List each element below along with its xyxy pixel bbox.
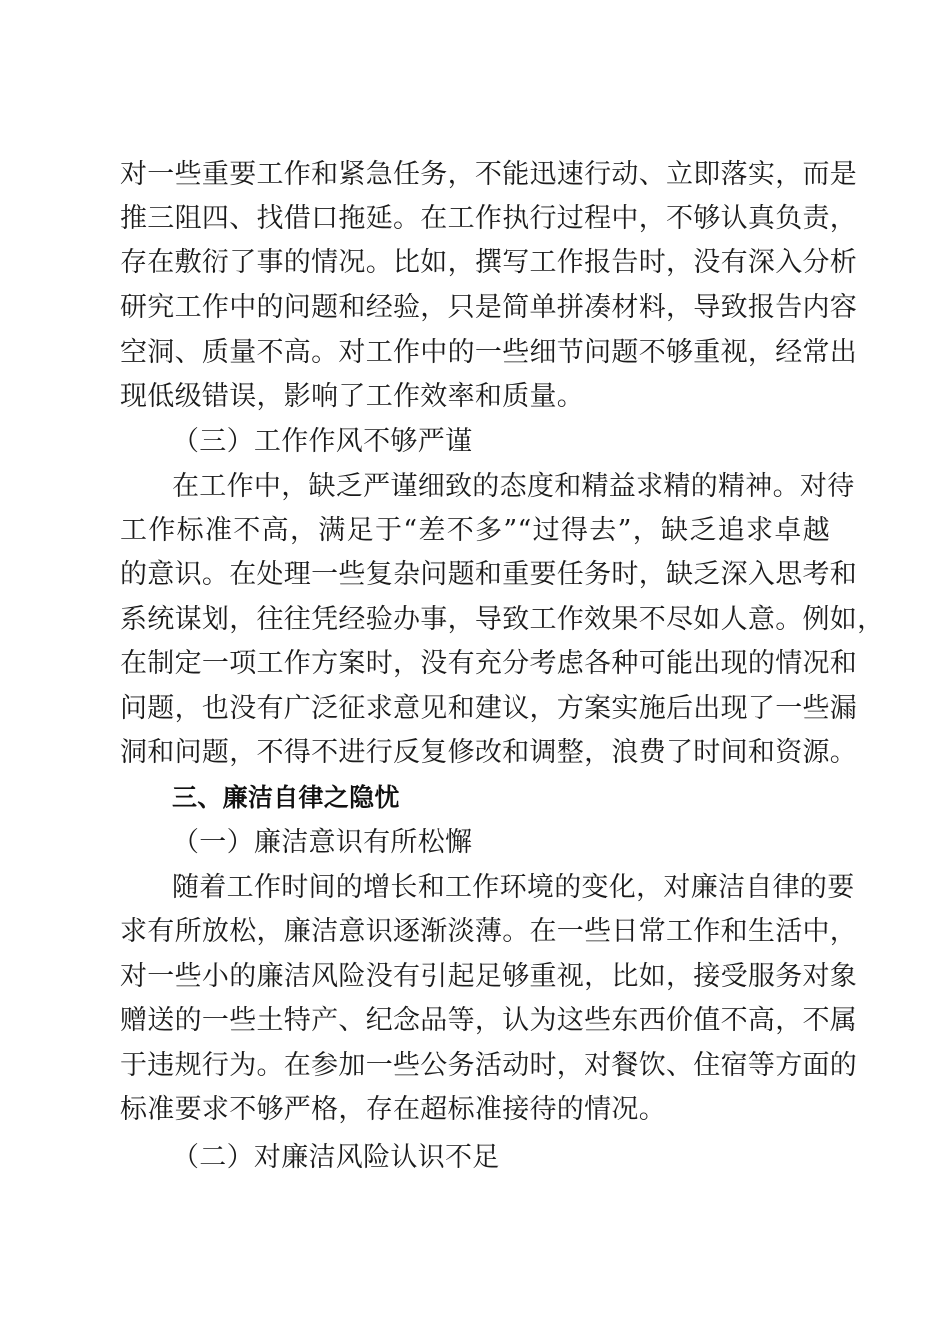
- para3-line-6: 标准要求不够严格，存在超标准接待的情况。: [120, 1094, 666, 1125]
- para1-line-4: 研究工作中的问题和经验，只是简单拼凑材料，导致报告内容: [120, 292, 858, 323]
- para2-line-1: 在工作中，缺乏严谨细致的态度和精益求精的精神。对待: [172, 471, 855, 502]
- para2-line-7: 洞和问题，不得不进行反复修改和调整，浪费了时间和资源。: [120, 737, 858, 768]
- para3-line-5: 于违规行为。在参加一些公务活动时，对餐饮、住宿等方面的: [120, 1050, 858, 1081]
- para2-line-2: 工作标准不高，满足于“差不多”“过得去”，缺乏追求卓越: [120, 515, 830, 546]
- para1-line-6: 现低级错误，影响了工作效率和质量。: [120, 381, 585, 412]
- para2-line-5: 在制定一项工作方案时，没有充分考虑各种可能出现的情况和: [120, 648, 858, 679]
- para3-line-3: 对一些小的廉洁风险没有引起足够重视，比如，接受服务对象: [120, 961, 858, 992]
- subheading-integrity-awareness: （一）廉洁意识有所松懈: [172, 827, 473, 858]
- para1-line-3: 存在敷衍了事的情况。比如，撰写工作报告时，没有深入分析: [120, 247, 858, 278]
- para1-line-2: 推三阻四、找借口拖延。在工作执行过程中，不够认真负责，: [120, 203, 858, 234]
- para2-line-6: 问题，也没有广泛征求意见和建议，方案实施后出现了一些漏: [120, 693, 858, 724]
- para1-line-1: 对一些重要工作和紧急任务，不能迅速行动、立即落实，而是: [120, 159, 858, 190]
- section-heading-integrity: 三、廉洁自律之隐忧: [172, 783, 400, 812]
- para3-line-4: 赠送的一些土特产、纪念品等，认为这些东西价值不高，不属: [120, 1005, 858, 1036]
- para3-line-1: 随着工作时间的增长和工作环境的变化，对廉洁自律的要: [172, 872, 855, 903]
- para2-line-4: 系统谋划，往往凭经验办事，导致工作效果不尽如人意。例如，: [120, 604, 885, 635]
- subheading-integrity-risk: （二）对廉洁风险认识不足: [172, 1142, 500, 1173]
- para1-line-5: 空洞、质量不高。对工作中的一些细节问题不够重视，经常出: [120, 337, 858, 368]
- subheading-work-style: （三）工作作风不够严谨: [172, 426, 473, 457]
- para2-line-3: 的意识。在处理一些复杂问题和重要任务时，缺乏深入思考和: [120, 559, 858, 590]
- para3-line-2: 求有所放松，廉洁意识逐渐淡薄。在一些日常工作和生活中，: [120, 916, 858, 947]
